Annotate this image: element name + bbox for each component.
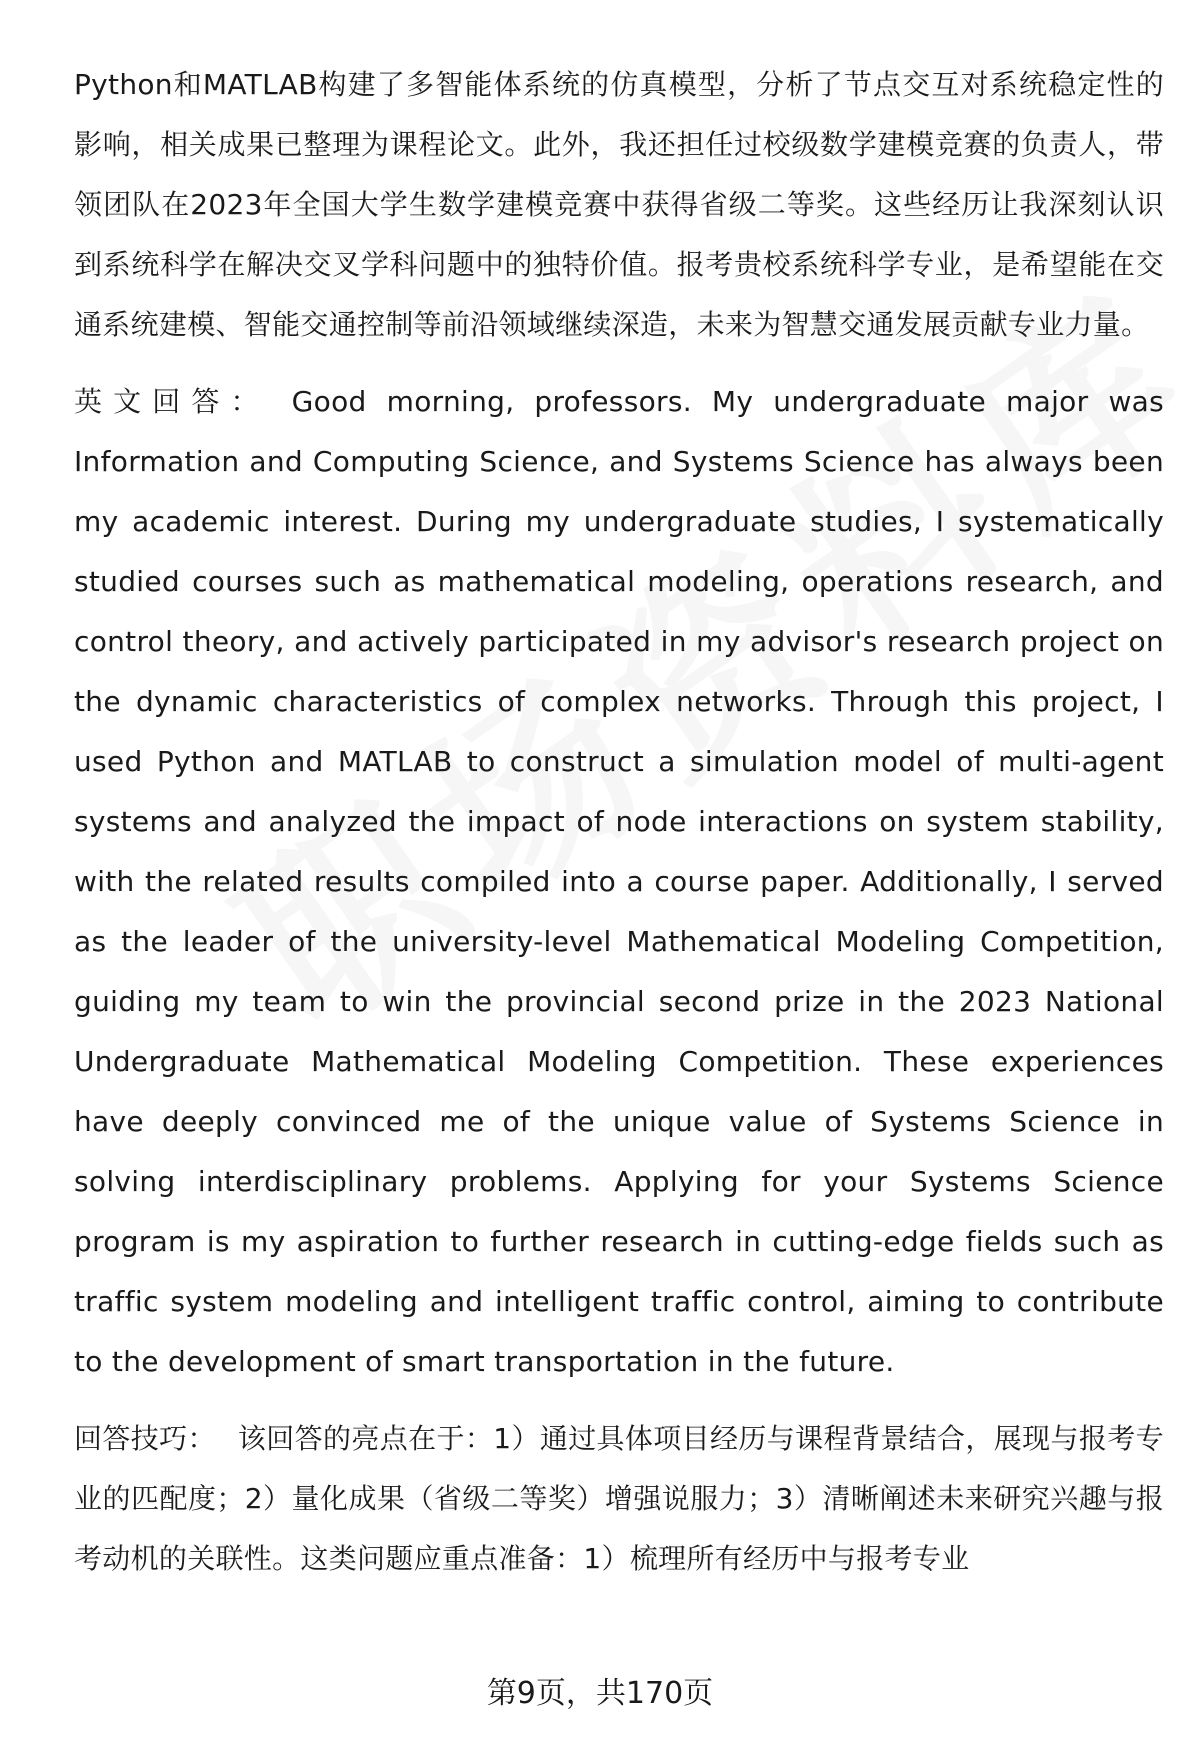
intro-continuation-text: Python和MATLAB构建了多智能体系统的仿真模型，分析了节点交互对系统稳定性的影响，相关成果已整理为课程论文。此外，我还担任过校级数学建模竞赛的负责人，带领团队在2023年全国大学生数学建模竞赛中获得省级二等奖。这些经历让我深刻认识到系统科学在解决交叉学科问题中的独特价值。报考贵校系统科学专业，是希望能在交通系统建模、智能交通控制等前沿领域继续深造，未来为智慧交通发展贡献专业力量。 xyxy=(74,68,1164,341)
english-answer-paragraph xyxy=(74,372,1164,1392)
page-indicator: 第9页，共170页 xyxy=(486,1676,714,1711)
document-body xyxy=(74,55,1164,1589)
english-answer-text: Good morning, professors. My undergraduate major was Information and Computing Science, and Systems Science has always been my academic interest. During my undergraduate studies, I systematically studied courses such as mathematical modeling, operations research, and control theory, and actively participated in my advisor's research project on the dynamic characteristics of complex networks. Through this project, I used Python and MATLAB to construct a simulation model of multi-agent systems and analyzed the impact of node interactions on system stability, with the related results compiled into a course paper. Additionally, I served as the leader of the university-level Mathematical Modeling Competition, guiding my team to win the provincial second prize in the 2023 National Undergraduate Mathematical Modeling Competition. These experiences have deeply convinced me of the unique value of Systems Science in solving interdisciplinary problems. Applying for your Systems Science program is my aspiration to further research in cutting-edge fields such as traffic system modeling and intelligent traffic control, aiming to contribute to the development of smart transportation in the future. xyxy=(74,385,1164,1378)
english-answer-label: 英文回答： xyxy=(74,385,270,418)
answer-tips-label: 回答技巧： xyxy=(74,1422,216,1455)
answer-tips-paragraph xyxy=(74,1409,1164,1589)
answer-tips-text: 该回答的亮点在于：1）通过具体项目经历与课程背景结合，展现与报考专业的匹配度；2）量化成果（省级二等奖）增强说服力；3）清晰阐述未来研究兴趣与报考动机的关联性。这类问题应重点准备：1）梳理所有经历中与报考专业 xyxy=(74,1422,1164,1575)
intro-continuation-paragraph xyxy=(74,55,1164,355)
page-footer xyxy=(0,1672,1200,1716)
